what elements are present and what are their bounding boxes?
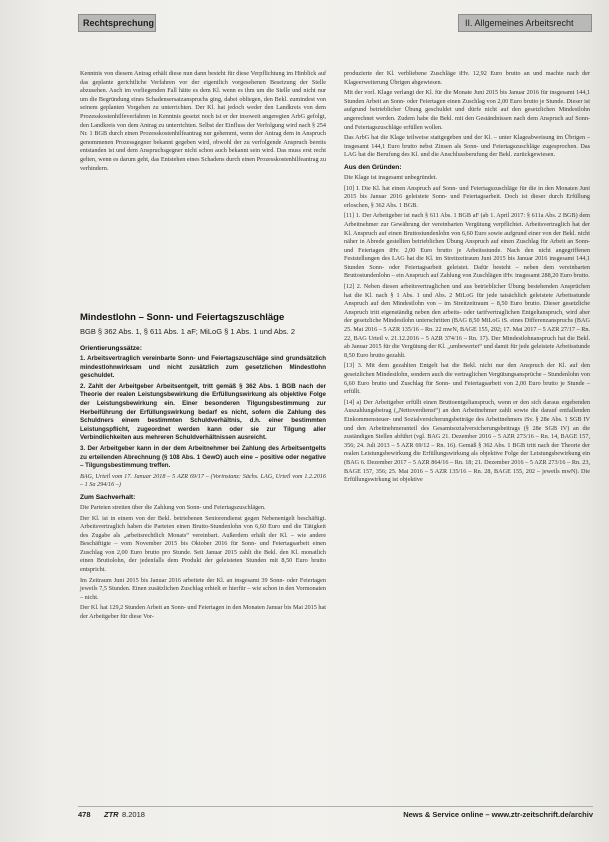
paragraph: Der Kl. hat 129,2 Stunden Arbeit an Sonn- und Feiertagen in den Monaten Januar bis Mai 2015 hat der Arbeitgeber für diese Vor-: [80, 604, 326, 621]
right-column: [344, 70, 590, 487]
archive-link[interactable]: News & Service online – www.ztr-zeitschrift.de/archiv: [403, 810, 593, 819]
paragraph: Kenntnis von diesem Antrag erhält diese nun dann besteht für diese Verpflichtung im Hinblick auf das geplante gerichtliche Verfahren vor der eigentlich vorgesehenen Besetzung der Stelle abzusehen. Auch im vorliegenden Fall hätte es dem Kl. wenn es ihm um die Stelle und nicht nur um die Begründung eines Schadensersatzanspruchs ging, dabei obliegen, den Bekl. zumindest von seinem geplanten Vorgehen zu unterrichten. Der Kl. hat jedoch weder den Landkreis von dem Prozesskostenhilfeverfahren in Kenntnis gesetzt noch ist er der insoweit angeregten ArbG gefolgt, den Landkreis von dem Antrag zu unterrichten. Selbst der Einfluss der Verfolgung wird nach § 254 Nr. 1 BGB durch einen Prozesskostenhilfeantrag nur gehemmt, wenn der Antrag dem in Anspruch genommenen Prozessgegner bekannt gegeben wird, obwohl der zu verfolgende Anspruch bereits entstanden ist und dem Anspruchsgegner nicht schon auch bekannt sein wird. Das muss erst recht gelten, wenn es darum geht, das Entstehen eines Schadens durch einen Prozesskostenhilfeantrag zu verhindern.: [80, 70, 326, 172]
paragraph: [11] 1. Der Arbeitgeber ist nach § 611 Abs. 1 BGB aF (ab 1. April 2017: § 611a Abs. 2 BGB) dem Arbeitnehmer zur Gewährung der vereinbarten Vergütung verpflichtet. Arbeitsvertraglich hat der Kl. Anspruch auf einen Bruttostundenlohn von 6,60 Euro sowie aufgrund einer von der Bekl. nicht näher in Abrede gestellten betrieblichen Übung Anspruch auf einen Zuschlag für Arbeit an Sonn- und Feiertagen iHv. 2,00 Euro brutto je Arbeitsstunde. Nach den nicht angegriffenen Feststellungen des LAG hat die Kl. im Streitzeitraum Juni 2015 bis Januar 2016 insgesamt 144,1 Stunden Sonn- oder Feiertagsarbeit geleistet. Dafür besteht – neben dem vereinbarten Bruttostundenlohn – ein Anspruch auf Zahlung von Zuschlägen iHv. insgesamt 288,20 Euro brutto.: [344, 212, 590, 280]
case-title: Mindestlohn – Sonn- und Feiertagszuschläge: [80, 312, 285, 323]
paragraph: Der Kl. ist in einem von der Bekl. betriebenen Seniorendienst gegen Nebenentgelt beschäftigt. Arbeitsvertraglich haben die Parteien einen Brutto-Stundenlohn von 6,60 Euro und die Tätigkeit des Zugabe als „arbeitsrechtlich Monats“ vereinbart. Außerdem erhält der Kl. – wie andere Beschäftigte – vom November 2015 bis Oktober 2016 für Sonn- und Feiertagsarbeit einen Zuschlag von 2,00 Euro brutto pro Stunde. Seit Januar 2015 zahlt die Bekl. den Kl. monatlich einen Bruttolohn, der jedenfalls dem Produkt der geleisteten Stunden mit 8,50 Euro brutto entspricht.: [80, 514, 326, 574]
paragraph: Mit der vorl. Klage verlangt der Kl. für die Monate Juni 2015 bis Januar 2016 für insgesamt 144,1 Stunden Arbeit an Sonn- oder Feiertagen einen Zuschlag von 2,00 Euro brutto je Stunde. Dieser ist aufgrund betrieblicher Übung geschuldet und dürfe nicht auf den gesetzlichen Mindestlohn angerechnet werden. Zudem habe die Bekl. mit den Geständnissen nach dem Anspruch auf Sonn- und Feiertagszuschläge erfüllen wollen.: [344, 89, 590, 131]
paragraph: [10] I. Die Kl. hat einen Anspruch auf Sonn- und Feiertagszuschläge für die in den Monaten Juni 2015 bis Januar 2016 geleistete Sonn- und Feiertagsarbeit. Doch ist dieser durch Erfüllung erloschen, § 362 Abs. 1 BGB.: [344, 184, 590, 209]
case-refs: BGB § 362 Abs. 1, § 611 Abs. 1 aF; MiLoG § 1 Abs. 1 und Abs. 2: [80, 327, 295, 336]
paragraph: [12] 2. Neben diesen arbeitsvertraglichen und aus betrieblicher Übung bestehenden Ansprüchen hat die Kl. nach § 1 Abs. 1 und Abs. 2 MiLoG für jede tatsächlich geleistete Arbeitsstunde Anspruch auf den Mindestlohn von – im Streitzeitraum – 8,50 Euro brutto. Dieser gesetzliche Anspruch tritt eigenständig neben den arbeits- oder tarifvertraglichen Entgeltanspruch, wird aber der gesetzliche Mindestlohn unterschritten (BAG 8,50 MiLoG iS. eines Differenzanspruchs (BAG 25. Mai 2016 – 5 AZR 135/16 – Rn. 22 mwN, BAGE 155, 202; 17. Mai 2017 – 5 AZR 27/17 – Rn. 22, BAG Urteil v. 21.12.2016 – 5 AZR 374/16 – Rn. 17). Der Mindestlohnanspruch hat die Bekl. ab Januar 2015 für die Vergütung der Kl. „umbewertet“ und damit für jede geleistete Arbeitsstunde 8,50 Euro brutto gezahlt.: [344, 283, 590, 359]
page-number: 478: [78, 810, 91, 819]
guideline-item: 2. Zahlt der Arbeitgeber Arbeitsentgelt, tritt gemäß § 362 Abs. 1 BGB nach der Theorie der realen Leistungsbewirkung die Erfüllungswirkung als objektive Folge der Leistungsbewirkung ein. Einer besonderen Tilgungsbestimmung zur Herbeiführung der Erfüllungswirkung bedarf es nicht, sofern die Zahlung des Schuldners einem bestimmten Schuldverhältnis, d.h. einer bestimmten Leistungspflicht, zugeordnet werden kann oder sie zur Tilgung aller Verbindlichkeiten aus mehreren Schuldverhältnissen ausreicht.: [80, 382, 326, 442]
paragraph: [13] 3. Mit dem gezahlten Entgelt hat die Bekl. nicht nur den Anspruch der Kl. auf den gesetzlichen Mindestlohn, sondern auch die vertraglichen Vergütungsansprüche – Stundenlohn von 6,60 Euro brutto und Zuschlag für Sonn- und Feiertagsarbeit von 2,00 Euro brutto je Stunde – erfüllt.: [344, 362, 590, 396]
journal-issue: 8.2018: [122, 810, 145, 819]
reasons-heading: Aus den Gründen:: [344, 163, 402, 171]
section-label: Rechtsprechung: [78, 14, 156, 32]
footer-divider: [78, 806, 593, 807]
paragraph: [14] a) Der Arbeitgeber erfüllt einen Bruttoentgeltanspruch, wenn er den sich daraus ergebenden Auszahlungsbetrag („Nettoverdienst“) an den Arbeitnehmer zahlt sowie die darauf entfallenden Einkommensteuer- und Sozialversicherungsbeiträge des Arbeitnehmers iSv. § 28e Abs. 1 SGB IV und den Arbeitnehmeranteil des Gesamtsozialversicherungsbeitrags (§ 28e SGB IV) an die zuständigen Stellen abführt (vgl. BAG 21. Dezember 2016 – 5 AZR 273/16 – Rn. 14, BAGE 157, 356; 24. Juli 2013 – 5 AZR 69/12 – Rn. 16). Gemäß § 362 Abs. 1 BGB tritt nach der Theorie der realen Leistungsbewirkung die Erfüllungswirkung als objektive Folge der Leistungsbewirkung ein (BAG 6. Dezember 2017 – 5 AZR 864/16 – Rn. 18; 21. Dezember 2016 – 5 AZR 273/16 – Rn. 23, BAGE 157, 356; 25. Mai 2016 – 5 AZR 135/16 – Rn. 28, BAGE 155, 202 – jeweils mwN). Die Erfüllungswirkung ist objektive: [344, 398, 590, 484]
topic-label: II. Allgemeines Arbeitsrecht: [458, 14, 592, 32]
paragraph: Im Zeitraum Juni 2015 bis Januar 2016 arbeitete der Kl. an insgesamt 39 Sonn- oder Feiertagen jeweils 7,5 Stunden. Einen zusätzlichen Zuschlag erhielt er hierfür – wie schon in den Vormonaten – nicht.: [80, 576, 326, 601]
paragraph: produzierte der Kl. verbliebene Zuschläge iHv. 12,92 Euro brutto an und machte nach der Klageerweiterung Übrigen abgewiesen.: [344, 70, 590, 86]
paragraph: Das ArbG hat die Klage teilweise stattgegeben und der Kl. – unter Klageabweisung im Übrigen – insgesamt 144,1 Euro brutto nebst Zinsen als Sonn- und Feiertagszuschläge zugesprochen. Das LAG hat die Berufung des Kl. und die Anschlussberufung der Bekl. zurückgewiesen.: [344, 134, 590, 159]
journal-name: ZTR: [104, 810, 119, 819]
guideline-item: 1. Arbeitsvertraglich vereinbarte Sonn- und Feiertagszuschläge sind grundsätzlich mindestlohnwirksam und nicht zusätzlich zum gesetzlichen Mindestlohn geschuldet.: [80, 355, 326, 380]
guidelines-heading: Orientierungssätze:: [80, 345, 142, 352]
left-top-block: [80, 70, 326, 304]
case-citation: BAG, Urteil vom 17. Januar 2018 – 5 AZR 69/17 – (Vorinstanz: Sächs. LAG, Urteil vom 1.2.2016 – 1 Sa 294/16 –): [80, 472, 326, 489]
paragraph: Die Parteien streiten über die Zahlung von Sonn- und Feiertagszuschlägen.: [80, 503, 266, 511]
paragraph: Die Klage ist insgesamt unbegründet.: [344, 173, 437, 181]
left-column: [80, 70, 326, 624]
page-footer: [78, 810, 593, 824]
guideline-item: 3. Der Arbeitgeber kann in der dem Arbeitnehmer bei Zahlung des Arbeitsentgelts zu erteilenden Abrechnung (§ 108 Abs. 1 GewO) auch eine – positive oder negative – Tilgungsbestimmung treffen.: [80, 444, 326, 470]
facts-heading: Zum Sachverhalt:: [80, 493, 136, 501]
